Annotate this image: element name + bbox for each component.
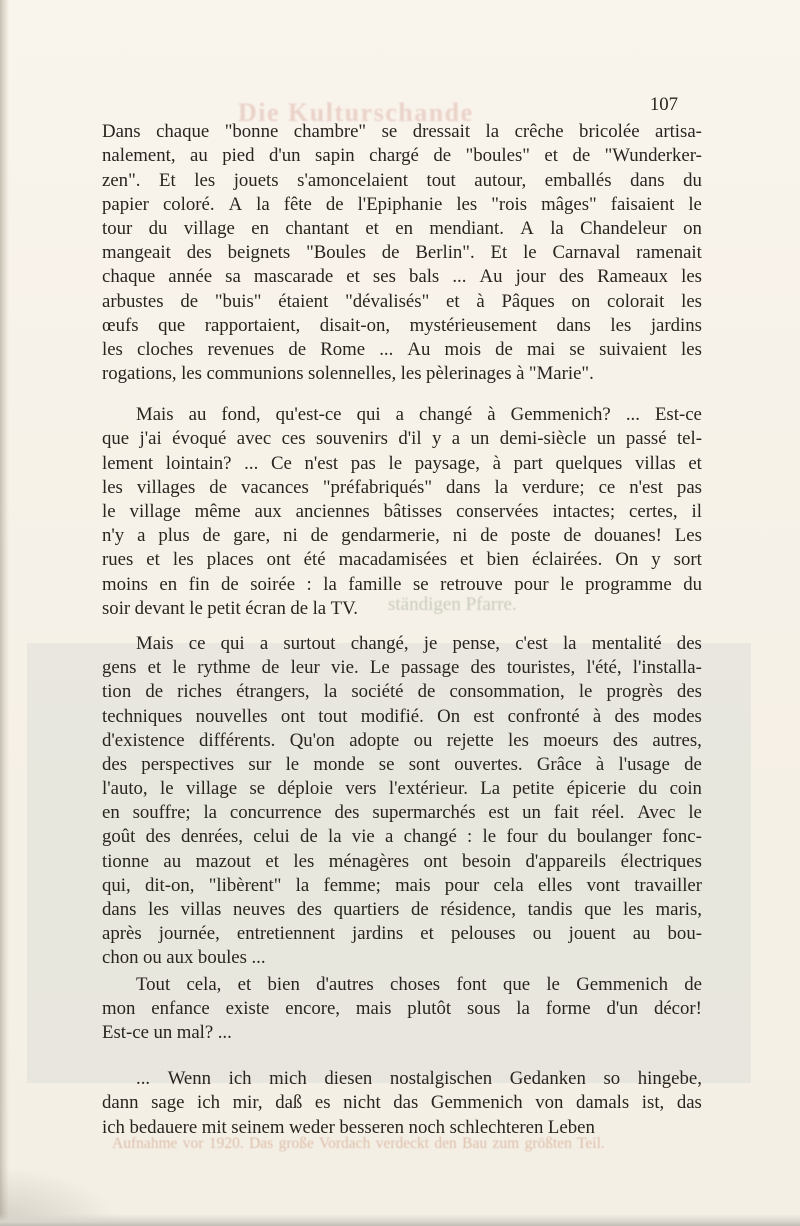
text-line: l'auto, le village se déploie vers l'extérieur. La petite épicerie du coin (102, 778, 702, 800)
text-line: Mais ce qui a surtout changé, je pense, c'est la mentalité des (136, 632, 702, 654)
text-line: gens et le rythme de leur vie. Le passage des touristes, l'été, l'installa- (102, 657, 702, 679)
text-line: des perspectives sur le monde se sont ouvertes. Grâce à l'usage de (102, 753, 702, 775)
page-bottom-edge-shadow (0, 1214, 800, 1226)
paragraph-5-german (102, 1067, 702, 1140)
text-line: mangeait des beignets "Boules de Berlin". Et le Carnaval ramenait (102, 242, 702, 264)
text-line: ich bedauere mit seinem weder besseren noch schlechteren Leben (102, 1116, 595, 1138)
text-line: goût des denrées, celui de la vie a changé : le four du boulanger fonc- (102, 826, 702, 848)
text-line: tion de riches étrangers, la société de consommation, le progrès des (102, 681, 702, 703)
paragraph-2 (102, 403, 702, 621)
text-line: rogations, les communions solennelles, les pèlerinages à "Marie". (102, 363, 594, 385)
bleed-through-photo-caption: Aufnahme vor 1920. Das große Vordach verdeckt den Bau zum größten Teil. (112, 1135, 605, 1152)
text-line: d'existence différents. Qu'on adopte ou rejette les moeurs des autres, (102, 729, 702, 751)
text-line: arbustes de "buis" étaient "dévalisés" et à Pâques on colorait les (102, 290, 702, 312)
text-line: œufs que rapportaient, disait-on, mystérieusement dans les jardins (102, 314, 702, 336)
paragraph-1 (102, 120, 702, 386)
text-line: soir devant le petit écran de la TV. (102, 597, 358, 619)
text-line: mon enfance existe encore, mais plutôt sous la forme d'un décor! (102, 997, 702, 1019)
bleed-through-text-fragment: ständigen Pfarre. (388, 594, 517, 615)
text-line: techniques nouvelles ont tout modifié. On est confronté à des modes (102, 705, 702, 727)
text-line: nalement, au pied d'un sapin chargé de "boules" et de "Wunderker- (102, 145, 702, 167)
text-line: ... Wenn ich mich diesen nostalgischen Gedanken so hingebe, (136, 1068, 702, 1090)
text-line: lement lointain? ... Ce n'est pas le paysage, à part quelques villas et (102, 452, 702, 474)
text-line: zen". Et les jouets s'amoncelaient tout autour, emballés dans du (102, 169, 702, 191)
text-line: chon ou aux boules ... (102, 947, 266, 969)
paragraph-4 (102, 973, 702, 1046)
text-line: Mais au fond, qu'est-ce qui a changé à Gemmenich? ... Est-ce (136, 404, 702, 426)
text-line: après journée, entretiennent jardins et pelouses ou jouent au bou- (102, 923, 702, 945)
text-line: Tout cela, et bien d'autres choses font que le Gemmenich de (136, 973, 702, 995)
text-line: les cloches revenues de Rome ... Au mois de mai se suivaient les (102, 338, 702, 360)
page-number: 107 (649, 94, 678, 115)
text-line: les villages de vacances "préfabriqués" dans la verdure; ce n'est pas (102, 476, 702, 498)
text-line: rues et les places ont été macadamisées et bien éclairées. On y sort (102, 549, 702, 571)
text-line: dann sage ich mir, daß es nicht das Gemmenich von damals ist, das (102, 1092, 702, 1114)
text-line: tour du village en chantant et en mendiant. A la Chandeleur on (102, 217, 702, 239)
text-line: tionne au mazout et les ménagères ont besoin d'appareils électriques (102, 850, 702, 872)
text-line: que j'ai évoqué avec ces souvenirs d'il y a un demi-siècle un passé tel- (102, 428, 702, 450)
text-line: Est-ce un mal? ... (102, 1021, 232, 1043)
text-line: en souffre; la concurrence des supermarchés est un fait réel. Avec le (102, 802, 702, 824)
text-line: dans les villas neuves des quartiers de résidence, tandis que les maris, (102, 899, 702, 920)
text-line: moins en fin de soirée : la famille se retrouve pour le programme du (102, 573, 702, 595)
bleed-through-chapter-title: Die Kulturschande (238, 98, 474, 127)
text-line: n'y a plus de gare, ni de gendarmerie, ni de poste de douanes! Les (102, 525, 702, 547)
text-line: qui, dit-on, "libèrent" la femme; mais pour cela elles vont travailler (102, 874, 702, 896)
text-column (102, 93, 702, 1140)
text-line: papier coloré. A la fête de l'Epiphanie les "rois mâges" faisaient le (102, 193, 702, 215)
text-line: chaque année sa mascarade et ses bals ... Au jour des Rameaux les (102, 266, 702, 288)
text-line: le village même aux anciennes bâtisses conservées intactes; certes, il (102, 501, 702, 522)
text-line: Dans chaque "bonne chambre" se dressait la crêche bricolée artisa- (102, 121, 702, 143)
paragraph-3 (102, 632, 702, 971)
page-left-edge-shadow (0, 0, 9, 1226)
